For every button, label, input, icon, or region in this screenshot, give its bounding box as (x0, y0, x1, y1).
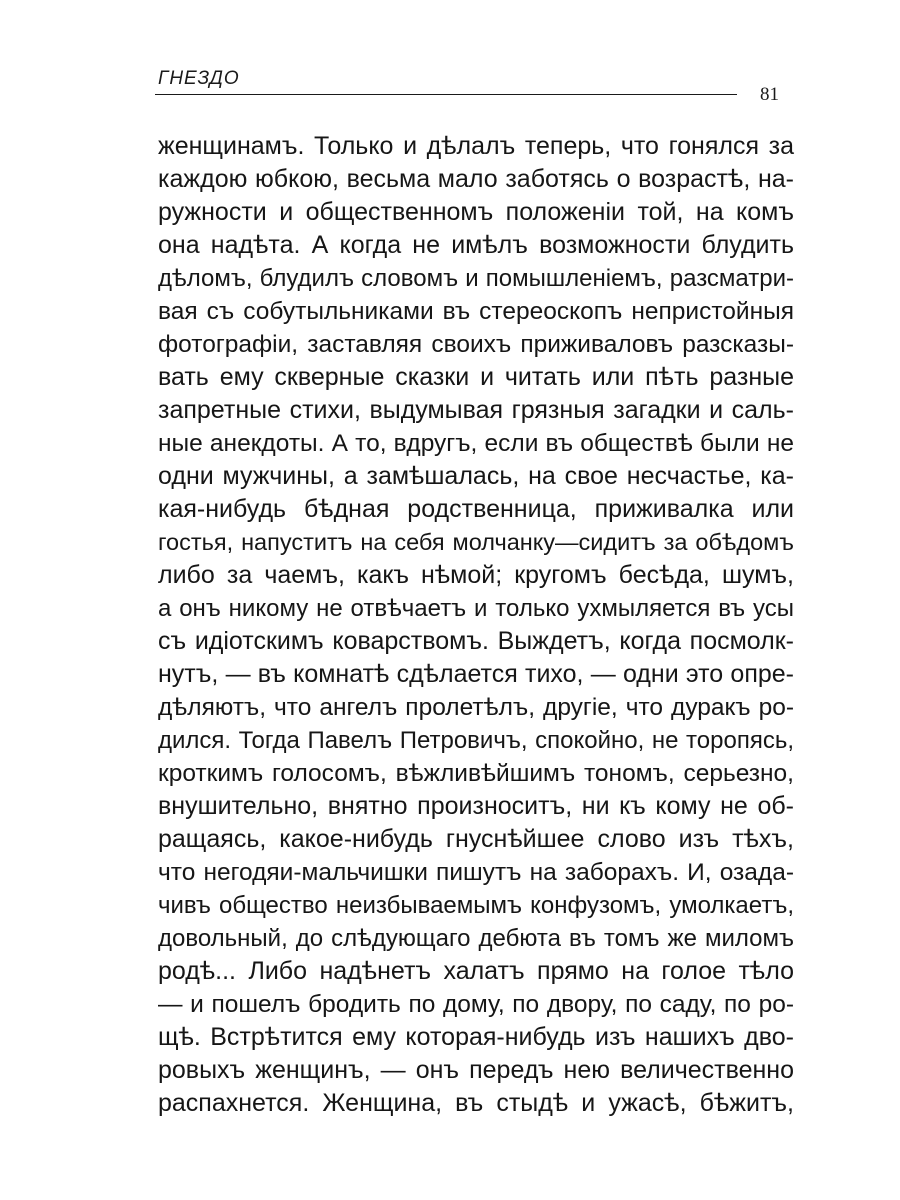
text-line: дѣляютъ, что ангелъ пролетѣлъ, другiе, что дуракъ ро- (158, 694, 794, 721)
text-line: чивъ общество неизбываемымъ конфузомъ, умолкаетъ, (158, 892, 794, 919)
text-line: внушительно, внятно произноситъ, ни къ кому не об- (158, 792, 794, 820)
text-line: ные анекдоты. А то, вдругъ, если въ обществѣ были не (158, 430, 794, 457)
running-title: ГНЕЗДО (158, 68, 240, 89)
text-line: либо за чаемъ, какъ нѣмой; кругомъ бесѣда, шумъ, (158, 561, 794, 589)
text-line: распахнется. Женщина, въ стыдѣ и ужасѣ, бѣжитъ, (158, 1089, 794, 1117)
text-line: вая съ собутыльниками въ стереоскопъ непристойныя (158, 298, 794, 325)
header-rule (155, 94, 737, 95)
text-line: нутъ, — въ комнатѣ сдѣлается тихо, — одни это опре- (158, 660, 794, 688)
text-line: фотографiи, заставляя своихъ приживаловъ разсказы- (158, 331, 794, 358)
text-line: родѣ... Либо надѣнетъ халатъ прямо на голое тѣло (158, 957, 794, 985)
text-line: — и пошелъ бродить по дому, по двору, по саду, по ро- (158, 991, 794, 1018)
text-line: она надѣта. А когда не имѣлъ возможности блудить (158, 231, 794, 259)
text-line: одни мужчины, а замѣшалась, на свое несчастье, ка- (158, 462, 794, 490)
text-line: дѣломъ, блудилъ словомъ и помышленiемъ, разсматри- (158, 265, 794, 292)
text-line: что негодяи-мальчишки пишутъ на заборахъ. И, озада- (158, 859, 794, 886)
text-line: кая-нибудь бѣдная родственница, приживалка или (158, 495, 794, 523)
page-number: 81 (760, 84, 779, 105)
text-line: запретные стихи, выдумывая грязныя загадки и саль- (158, 396, 794, 424)
text-line: гостья, напуститъ на себя молчанку—сидитъ за обѣдомъ (158, 529, 794, 555)
body-text (158, 130, 794, 1120)
text-line: дился. Тогда Павелъ Петровичъ, спокойно, не торопясь, (158, 727, 794, 754)
text-line: довольный, до слѣдующаго дебюта въ томъ же миломъ (158, 925, 794, 952)
text-line: съ идiотскимъ коварствомъ. Выждетъ, когда посмолк- (158, 627, 794, 655)
text-line: ращаясь, какое-нибудь гнуснѣйшее слово изъ тѣхъ, (158, 825, 794, 853)
text-line: а онъ никому не отвѣчаетъ и только ухмыляется въ усы (158, 595, 794, 622)
text-line: женщинамъ. Только и дѣлалъ теперь, что гонялся за (158, 132, 794, 160)
text-line: кроткимъ голосомъ, вѣжливѣйшимъ тономъ, серьезно, (158, 760, 794, 787)
text-line: щѣ. Встрѣтится ему которая-нибудь изъ нашихъ дво- (158, 1023, 794, 1051)
text-line: каждою юбкою, весьма мало заботясь о возрастѣ, на- (158, 165, 794, 193)
text-line: ружности и общественномъ положенiи той, на комъ (158, 198, 794, 226)
text-line: ровыхъ женщинъ, — онъ передъ нею величественно (158, 1056, 794, 1084)
text-line: вать ему скверные сказки и читать или пѣть разные (158, 363, 794, 391)
